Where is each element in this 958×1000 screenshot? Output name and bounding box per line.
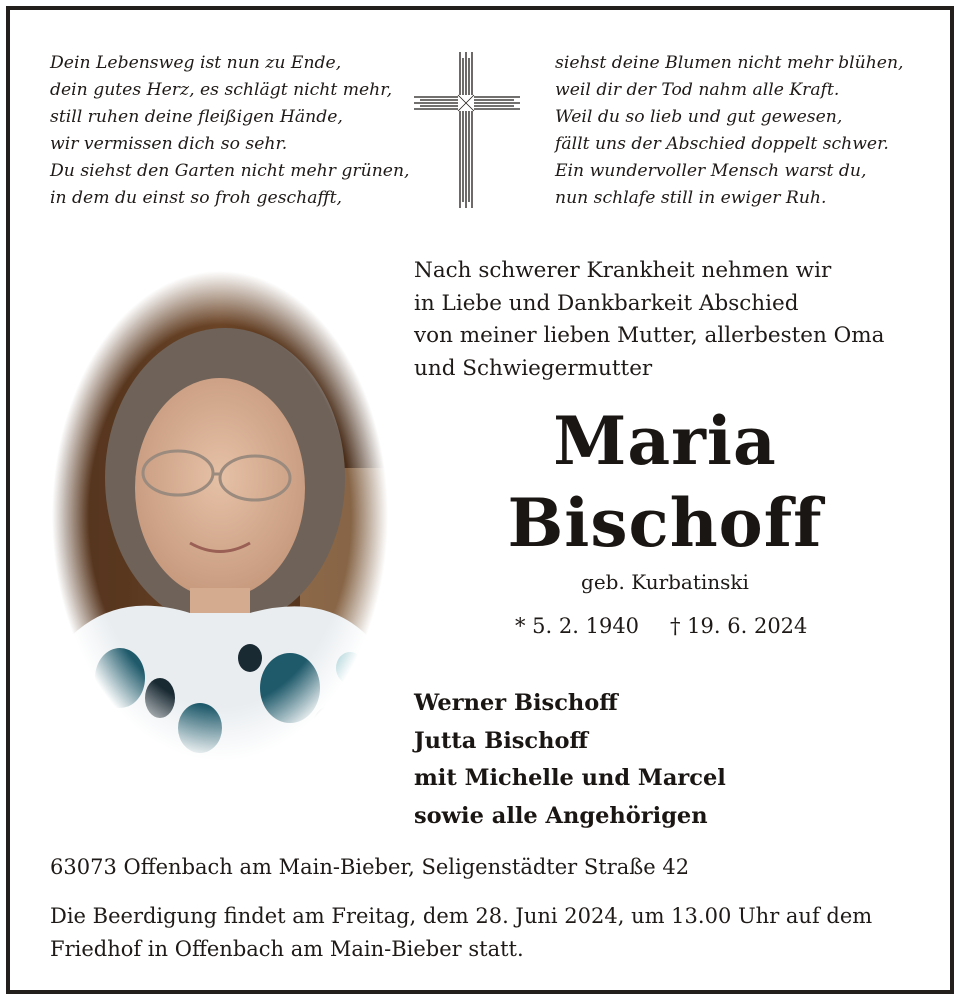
intro-line: von meiner lieben Mutter, allerbesten Oma bbox=[414, 323, 885, 348]
mourners-list bbox=[414, 685, 726, 835]
poem-line: weil dir der Tod nahm alle Kraft. bbox=[555, 80, 840, 100]
cross-icon bbox=[412, 50, 522, 210]
poem-line: Weil du so lieb und gut gewesen, bbox=[555, 107, 843, 127]
poem-right bbox=[555, 50, 904, 212]
mourner-name: Jutta Bischoff bbox=[414, 727, 588, 754]
mourner-name: Werner Bischoff bbox=[414, 690, 618, 716]
poem-line: still ruhen deine fleißigen Hände, bbox=[50, 107, 343, 127]
mourner-name: sowie alle Angehörigen bbox=[414, 802, 708, 829]
poem-left bbox=[50, 50, 410, 212]
deceased-last-name: Bischoff bbox=[507, 484, 823, 562]
intro-line: Nach schwerer Krankheit nehmen wir bbox=[414, 258, 832, 283]
mourner-name: mit Michelle und Marcel bbox=[414, 765, 726, 791]
poem-line: Du siehst den Garten nicht mehr grünen, bbox=[50, 161, 410, 181]
poem-line: wir vermissen dich so sehr. bbox=[50, 134, 288, 154]
portrait-photo bbox=[50, 268, 390, 768]
birth-date: * 5. 2. 1940 bbox=[515, 614, 640, 638]
poem-line: siehst deine Blumen nicht mehr blühen, bbox=[555, 53, 904, 73]
funeral-info bbox=[50, 900, 872, 965]
intro-line: und Schwiegermutter bbox=[414, 355, 653, 381]
intro-line: in Liebe und Dankbarkeit Abschied bbox=[414, 290, 799, 316]
poem-line: Dein Lebensweg ist nun zu Ende, bbox=[50, 53, 342, 73]
poem-line: dein gutes Herz, es schlägt nicht mehr, bbox=[50, 80, 393, 100]
poem-line: Ein wundervoller Mensch warst du, bbox=[555, 161, 867, 181]
death-date: † 19. 6. 2024 bbox=[670, 614, 808, 638]
intro-text bbox=[414, 255, 885, 385]
poem-line: in dem du einst so froh geschafft, bbox=[50, 188, 343, 208]
maiden-name: geb. Kurbatinski bbox=[581, 570, 749, 594]
deceased-first-name: Maria bbox=[553, 402, 777, 480]
obituary-frame bbox=[6, 6, 954, 994]
poem-line: fällt uns der Abschied doppelt schwer. bbox=[555, 134, 889, 154]
address: 63073 Offenbach am Main-Bieber, Seligenstädter Straße 42 bbox=[50, 855, 690, 879]
funeral-line: Friedhof in Offenbach am Main-Bieber statt. bbox=[50, 936, 524, 961]
poem-line: nun schlafe still in ewiger Ruh. bbox=[555, 188, 827, 208]
funeral-line: Die Beerdigung findet am Freitag, dem 28. Juni 2024, um 13.00 Uhr auf dem bbox=[50, 904, 873, 928]
